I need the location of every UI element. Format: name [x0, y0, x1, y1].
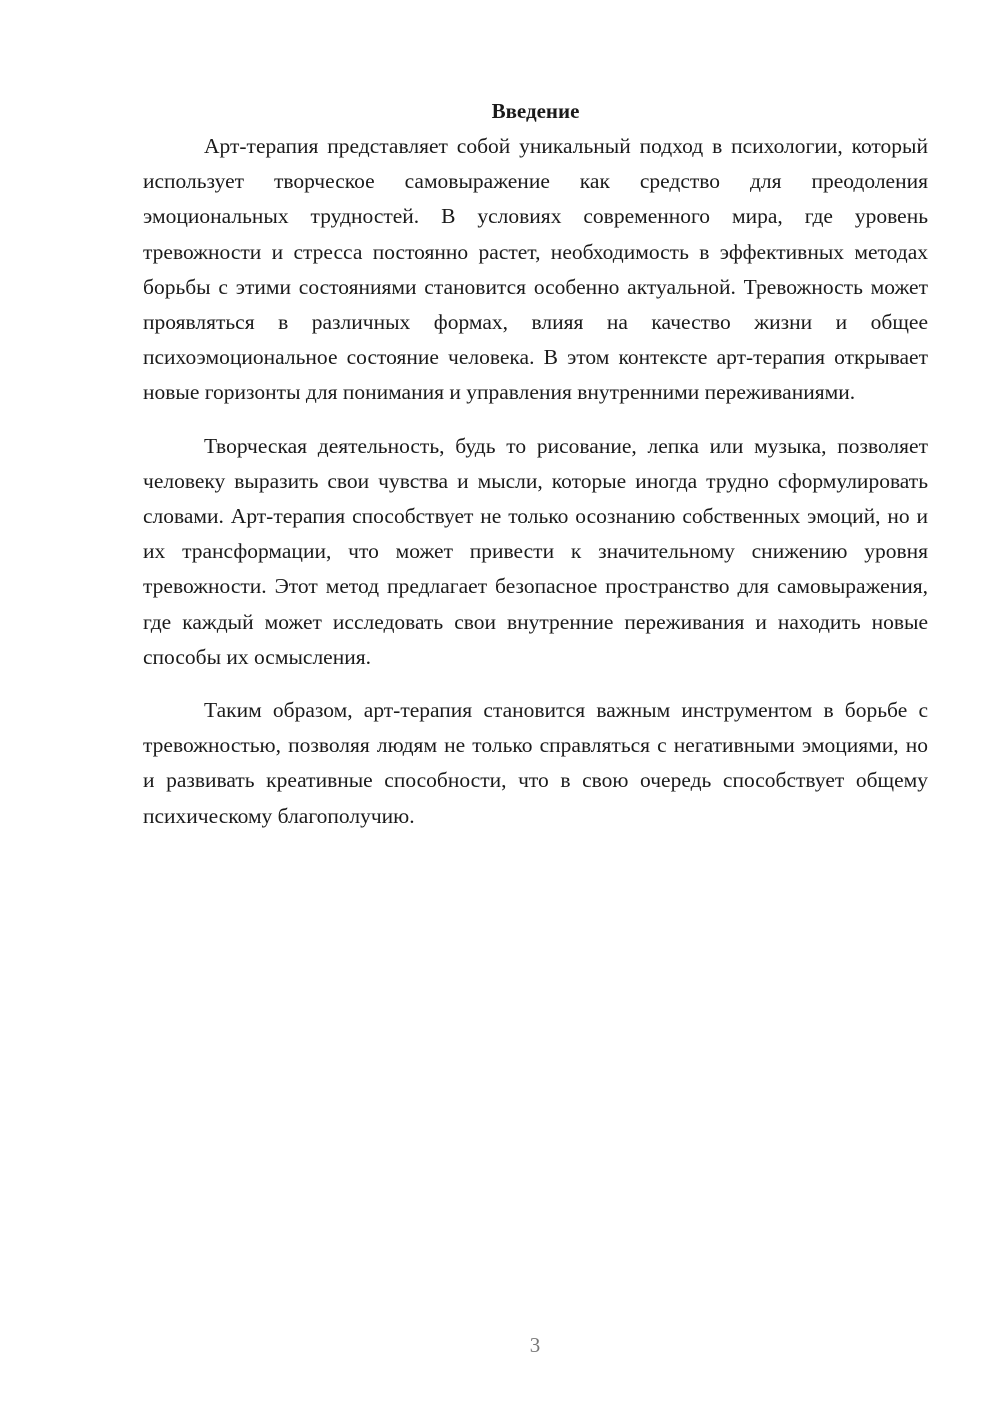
paragraph-2: Творческая деятельность, будь то рисование, лепка или музыка, позволяет человеку выразить свои чувства и мысли, которые иногда трудно сформулировать словами. Арт-терапия способствует не только осознанию собственных эмоций, но и их трансформации, что может привести к значительному снижению уровня тревожности. Этот метод предлагает безопасное пространство для самовыражения, где каждый может исследовать свои внутренние переживания и находить новые способы их осмысления. — [143, 433, 928, 669]
paragraph-1: Арт-терапия представляет собой уникальный подход в психологии, который использует творческое самовыражение как средство для преодоления эмоциональных трудностей. В условиях современного мира, где уровень тревожности и стресса постоянно растет, необходимость в эффективных методах борьбы с этими состояниями становится особенно актуальной. Тревожность может проявляться в различных формах, влияя на качество жизни и общее психоэмоциональное состояние человека. В этом контексте арт-терапия открывает новые горизонты для понимания и управления внутренними переживаниями. — [143, 134, 928, 405]
paragraph-3: Таким образом, арт-терапия становится важным инструментом в борьбе с тревожностью, позволяя людям не только справляться с негативными эмоциями, но и развивать креативные способности, что в свою очередь способствует общему психическому благополучию. — [143, 698, 928, 828]
page-content — [143, 95, 928, 852]
page-number: 3 — [529, 1333, 541, 1357]
section-title: Введение — [491, 99, 580, 123]
